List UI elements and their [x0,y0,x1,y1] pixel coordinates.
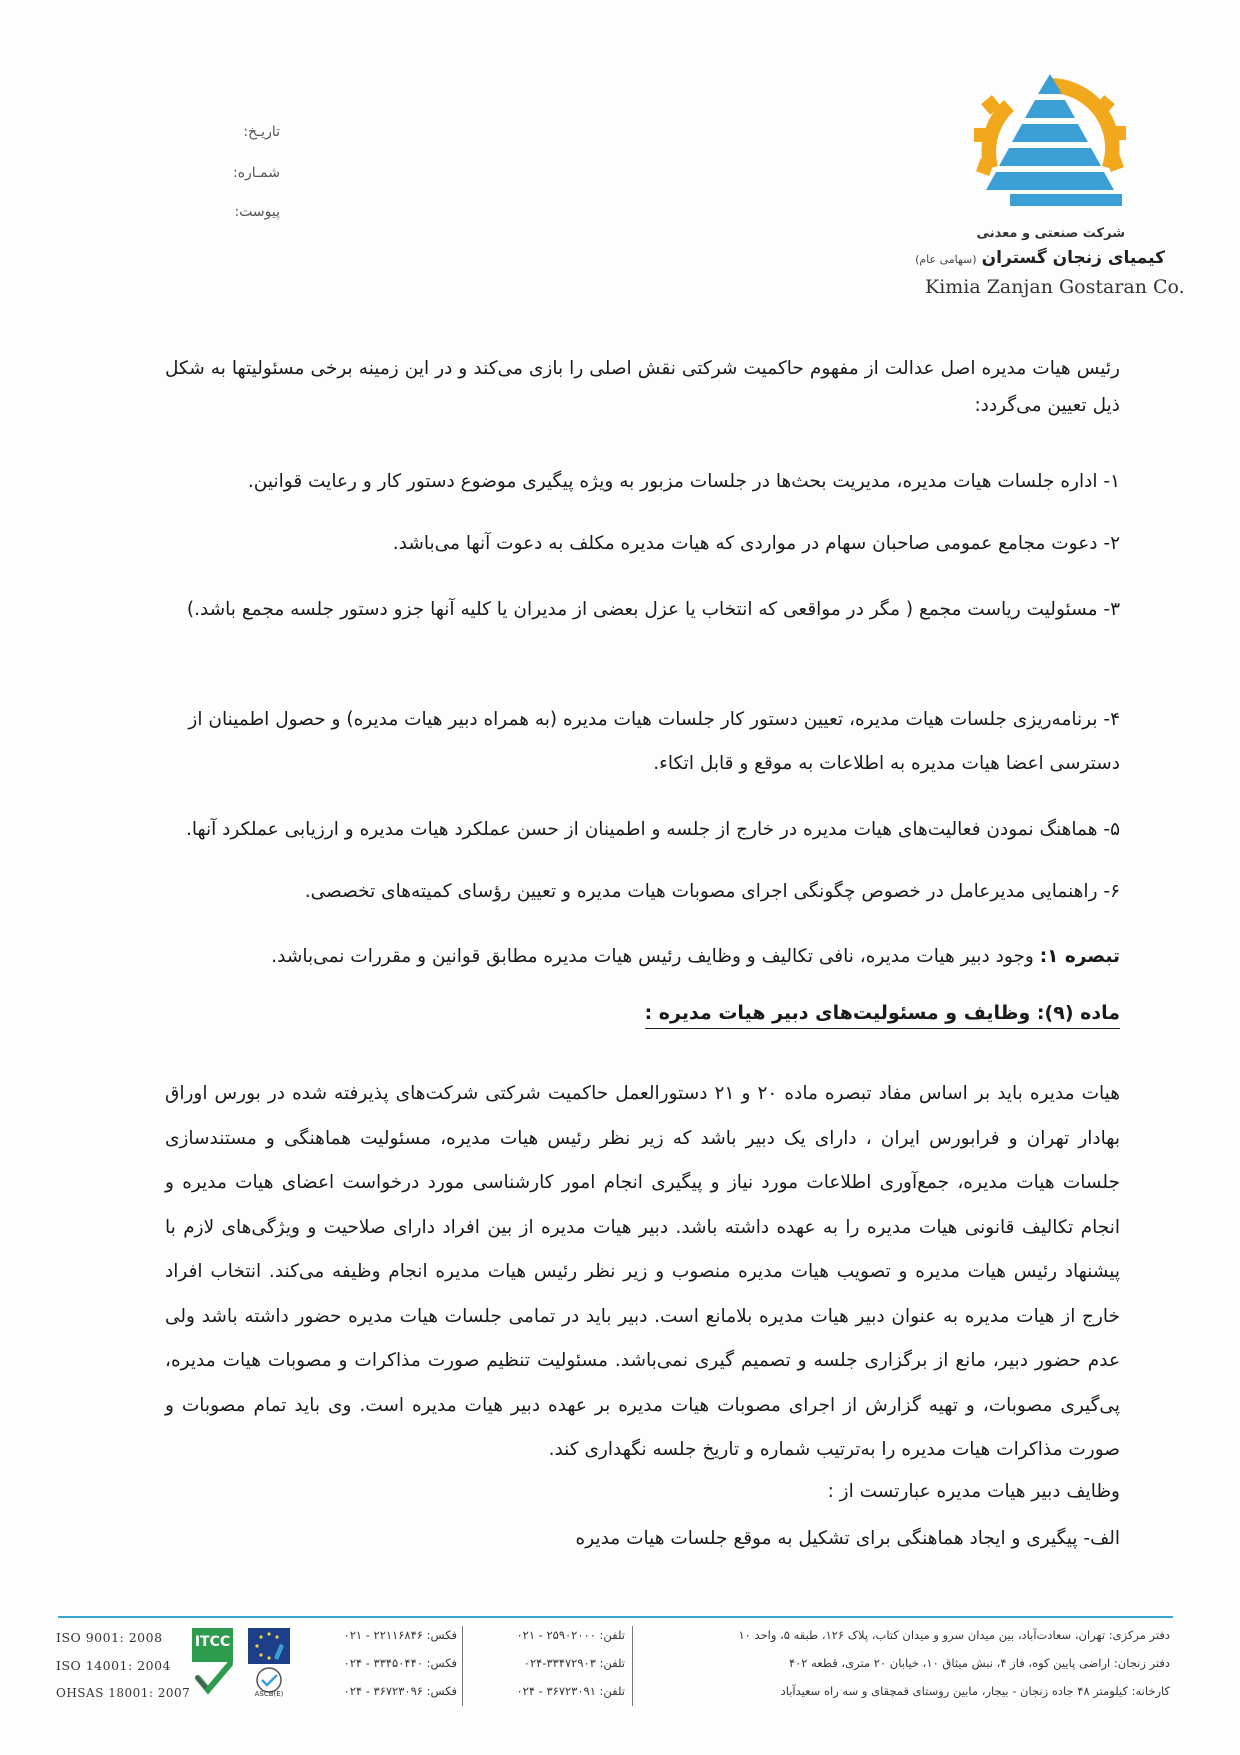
footer-fax-1: فکس: ۲۲۱۱۶۸۴۶ - ۰۲۱ [343,1628,457,1642]
cert-iso-14001: ISO 14001: 2004 [56,1658,171,1673]
footer-fax-3: فکس: ۳۶۷۲۳۰۹۶ - ۰۲۴ [343,1684,457,1698]
duties-intro: وظایف دبیر هیات مدیره عبارتست از : [827,1481,1120,1502]
ascb-badge [246,1626,292,1698]
list-item: ۳- مسئولیت ریاست مجمع ( مگر در مواقعی که انتخاب یا عزل بعضی از مدیران یا کلیه آنها جزو دستور جلسه مجمع باشد.) [186,599,1120,620]
list-item: ۵- هماهنگ نمودن فعالیت‌های هیات مدیره در خارج از جلسه و اطمینان از حسن عملکرد هیات مدیره و ارزیابی عملکرد آنها. [185,819,1120,840]
list-item: ۶- راهنمایی مدیرعامل در خصوص چگونگی اجرای مصوبات هیات مدیره و تعیین رؤسای کمیته‌های تخصصی. [304,881,1120,902]
note-1 [165,935,1120,979]
duty-a: الف- پیگیری و ایجاد هماهنگی برای تشکیل به موقع جلسات هیات مدیره [575,1528,1120,1549]
footer-address-1: دفتر مرکزی: تهران، سعادت‌آباد، بین میدان سرو و میدان کتاب، پلاک ۱۲۶، طبقه ۵، واحد ۱۰ [738,1628,1170,1642]
article-9-heading [165,1002,1120,1024]
company-logo [970,68,1130,223]
list-item: ۲- دعوت مجامع عمومی صاحبان سهام در مواردی که هیات مدیره مکلف به دعوت آنها می‌باشد. [392,533,1120,554]
list-item: ۱- اداره جلسات هیات مدیره، مدیریت بحث‌ها در جلسات مزبور به ویژه پیگیری موضوع دستور کار و رعایت قوانین. [247,471,1120,492]
ascb-label: ASCB(E) [254,1690,284,1698]
footer-phone-3: تلفن: ۳۶۷۲۳۰۹۱ - ۰۲۴ [516,1684,625,1698]
intro-paragraph: رئیس هیات مدیره اصل عدالت از مفهوم حاکمیت شرکتی نقش اصلی را بازی می‌کند و در این زمینه برخی مسئولیتها به شکل ذیل تعیین می‌گردد: [165,358,1120,416]
article-9-paragraph: هیات مدیره باید بر اساس مفاد تبصره ماده ۲۰ و ۲۱ دستورالعمل حاکمیت شرکتی شرکت‌های پذیرفته شده در بورس اوراق بهادار تهران و فرابورس ایران ، دارای یک دبیر باشد که زیر نظر رئیس هیات مدیره، مسئولیت هماهنگی و مستندسازی جلسات هیات مدیره، جمع‌آوری اطلاعات مورد نیاز و پیگیری انجام امور کارشناسی مورد درخواست اعضای هیات مدیره و انجام تکالیف قانونی هیات مدیره را به عهده داشته باشد. دبیر هیات مدیره از بین افراد دارای صلاحیت و ویژگی‌های لازم با پیشنهاد رئیس هیات مدیره و تصویب هیات مدیره منصوب و زیر نظر رئیس هیات مدیره انجام وظیفه می‌کند. انتخاب افراد خارج از هیات مدیره به عنوان دبیر هیات مدیره بلامانع است. دبیر باید در تمامی جلسات هیات مدیره حضور داشته باشد ولی عدم حضور دبیر، مانع از برگزاری جلسه و تصمیم گیری نمی‌باشد. مسئولیت تنظیم صورت مذاکرات و مصوبات هیات مدیره، پی‌گیری مصوبات، و تهیه گزارش از اجرای مصوبات هیات مدیره بر عهده دبیر هیات مدیره است. وی باید تمام مصوبات و صورت مذاکرات هیات مدیره را به‌ترتیب شماره و تاریخ جلسه نگهداری کند. [165,1083,1121,1460]
gear-pyramid-logo-icon [970,68,1130,223]
footer-divider [58,1616,1173,1618]
footer-address-3: کارخانه: کیلومتر ۴۸ جاده زنجان - بیجار، مابین روستای قمچقای و سه راه سعیدآباد [780,1684,1170,1698]
company-type: شرکت صنعتی و معدنی [976,226,1125,241]
cert-iso-9001: ISO 9001: 2008 [56,1630,163,1645]
note-1-label: تبصره ۱: [1039,946,1120,967]
list-item: ۴- برنامه‌ریزی جلسات هیات مدیره، تعیین دستور کار جلسات هیات مدیره (به همراه دبیر هیات مدیره) و حصول اطمینان از دسترسی اعضا هیات مدیره به اطلاعات به موقع و قابل اتکاء. [188,709,1120,774]
cert-ohsas-18001: OHSAS 18001: 2007 [56,1686,191,1700]
footer-separator [632,1626,633,1706]
company-name-fa [900,248,1165,268]
ascb-certification-icon [246,1626,292,1698]
number-label: شمـاره: [232,165,280,181]
footer-address-2: دفتر زنجان: اراضی پایین کوه، فاز ۴، نبش میثاق ۱۰، خیابان ۲۰ متری، قطعه ۴۰۲ [788,1656,1170,1670]
article-9-heading-text: ماده (۹): وظایف و مسئولیت‌های دبیر هیات مدیره : [645,1002,1120,1029]
note-1-text: وجود دبیر هیات مدیره، نافی تکالیف و وظایف رئیس هیات مدیره مطابق قوانین و مقررات نمی‌باشد. [271,946,1040,967]
company-suffix: (سهامی عام) [915,253,977,266]
attachment-label: پیوست: [234,204,280,220]
footer-phone-2: تلفن: ۳۳۴۷۲۹۰۳-۰۲۴ [523,1656,625,1670]
footer-separator [462,1626,463,1706]
date-label: تاریـخ: [243,124,280,140]
company-name-en: Kimia Zanjan Gostaran Co. [925,276,1185,298]
itcc-label: ITCC [194,1634,231,1650]
company-name-fa-text: کیمیای زنجان گستران [981,248,1165,268]
footer-phone-1: تلفن: ۲۵۹۰۲۰۰۰ - ۰۲۱ [516,1628,625,1642]
footer-fax-2: فکس: ۳۳۴۵۰۴۴۰ - ۰۲۴ [343,1656,457,1670]
